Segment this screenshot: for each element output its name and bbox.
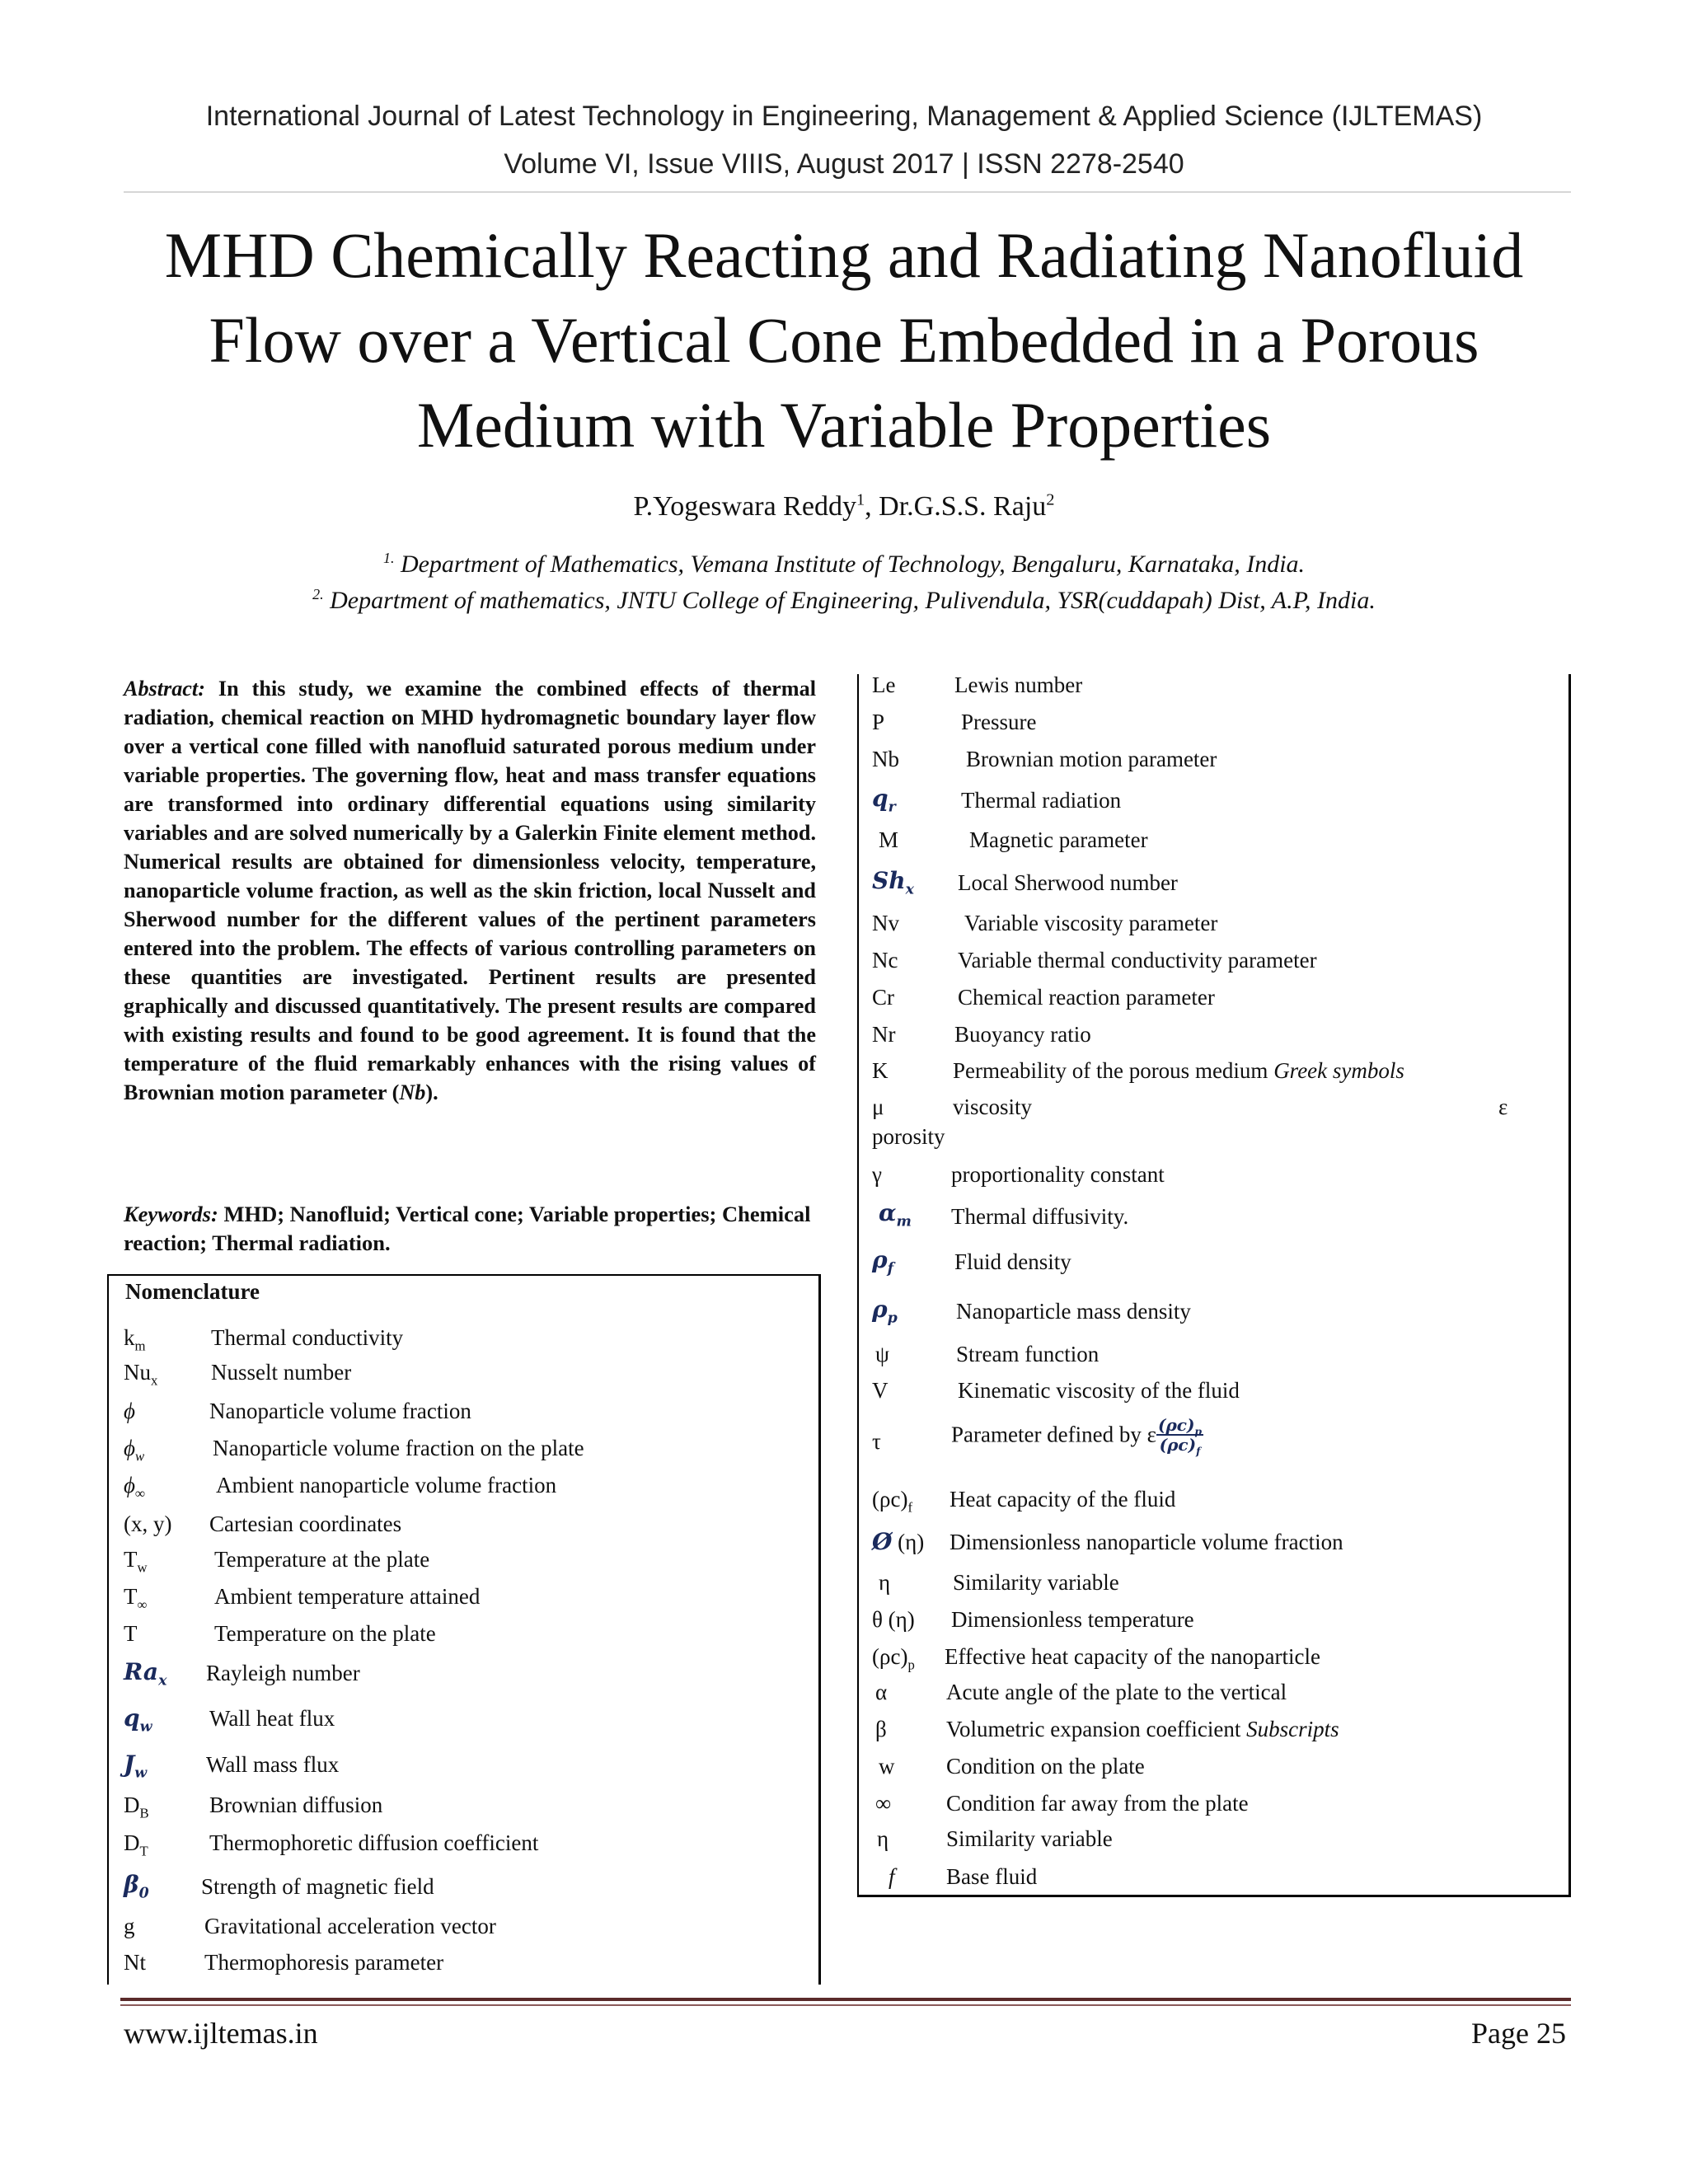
nom-left-desc: Cartesian coordinates [209,1511,402,1536]
nom-left-desc: Ambient temperature attained [214,1584,481,1609]
nom-right-desc: Variable viscosity parameter [964,911,1218,935]
nom-left-desc: Rayleigh number [206,1661,360,1685]
nom-left-desc: Nusselt number [211,1360,352,1385]
nom-left-desc: Nanoparticle volume fraction on the plate [213,1436,584,1460]
abstract-text: In this study, we examine the combined effects of thermal radiation, chemical reaction on MHD hydromagnetic boundary layer flow over a vertical cone filled with nanofluid saturated porous medium under variable properties. The governing flow, heat and mass transfer equations are transformed into ordinary differential equations using similarity variables and are solved numerically by a Galerkin Finite element method. Numerical results are obtained for dimensionless velocity, temperature, nanoparticle volume fraction, as well as the skin friction, local Nusselt and Sherwood number for the different values of the pertinent parameters entered into the problem. The effects of various controlling parameters on these quantities are investigated. Pertinent results are presented graphically and discussed quantitatively. The present results are compared with existing results and found to be good agreement. It is found that the temperature of the fluid remarkably enhances with the rising values of Brownian motion parameter ( [124,677,816,1104]
nom-left-desc: Nanoparticle volume fraction [209,1399,471,1423]
nom-right-desc: Thermal diffusivity. [951,1204,1129,1229]
nom-right-symbol: Le [872,673,896,697]
nom-right-symbol: $\alpha_m$ [879,1199,912,1230]
affiliation-1-text: Department of Mathematics, Vemana Institute of Technology, Bengaluru, Karnataka, India. [394,551,1306,578]
abstract-end: ). [425,1080,438,1104]
nom-right-symbol: $q_r$ [872,785,896,816]
nom-right-desc: Thermal radiation [961,788,1122,813]
nom-right-desc: Magnetic parameter [969,827,1148,852]
abstract-nb: Nb [399,1080,426,1104]
affiliation-1-mark: 1. [382,550,395,566]
nom-right-desc: Lewis number [954,673,1083,697]
nom-right-desc: Stream function [956,1342,1100,1366]
nom-left-desc: Thermal conductivity [211,1325,404,1350]
nom-left-desc: Wall heat flux [209,1706,335,1731]
nom-right-symbol: $\rho_p$ [872,1296,898,1327]
nom-left-symbol: ϕ [124,1399,135,1423]
nom-right-symbol: Nc [872,948,898,972]
nom-right-symbol: ∞ [875,1791,892,1816]
nomenclature-title: Nomenclature [125,1279,260,1304]
nom-right-symbol: $\rho_f$ [872,1246,894,1277]
nom-left-desc: Strength of magnetic field [201,1874,434,1899]
abstract-label: Abstract: [124,677,205,701]
nom-left-symbol: $\phi_w$ [124,1436,145,1465]
nom-left-desc: Gravitational acceleration vector [204,1914,496,1938]
nom-right-desc: Acute angle of the plate to the vertical [946,1680,1287,1704]
nom-left-desc: Thermophoresis parameter [204,1950,444,1975]
nom-right-desc: Dimensionless temperature [951,1607,1194,1632]
nom-right-symbol: $(\rho c)_f$ [872,1487,913,1516]
nom-left-symbol: $D_T$ [124,1830,148,1859]
author-2: Dr.G.S.S. Raju [879,491,1047,522]
author-1: P.Yogeswara Reddy [633,491,856,522]
nom-right-desc: Brownian motion parameter [966,747,1217,771]
journal-issue: Volume VI, Issue VIIIS, August 2017 | ISSN 2278-2540 [504,148,1184,180]
keywords-text: MHD; Nanofluid; Vertical cone; Variable properties; Chemical reaction; Thermal radiation. [124,1202,811,1255]
nom-right-symbol: γ [872,1162,882,1187]
nom-left-symbol: $\beta_0$ [124,1871,149,1902]
nom-right-desc: Buoyancy ratio [954,1022,1091,1047]
nom-right-desc: Similarity variable [946,1826,1113,1851]
affiliation-2-text: Department of mathematics, JNTU College of Engineering, Pulivendula, YSR(cuddapah) Dist, A.P, India. [323,587,1376,614]
nom-left-symbol: $T_\infty$ [124,1584,148,1613]
nom-right-desc: Permeability of the porous medium Greek symbols [953,1058,1404,1083]
nom-right-desc: Dimensionless nanoparticle volume fraction [950,1530,1343,1554]
journal-name: International Journal of Latest Technology in Engineering, Management & Applied Science (IJLTEMAS) [205,101,1483,132]
footer-divider-thin [120,2004,1571,2006]
affiliation-2 [0,587,1688,615]
nom-right-symbol: porosity [872,1124,945,1149]
nom-left-symbol: Nt [124,1950,146,1975]
nom-left-desc: Temperature at the plate [214,1547,430,1572]
abstract [124,674,816,1107]
keywords-label: Keywords: [124,1202,218,1226]
nom-right-symbol: $(\rho c)_p$ [872,1644,915,1673]
nom-right-desc: viscosity [953,1094,1033,1119]
nom-left-symbol: $D_B$ [124,1793,149,1821]
nom-left-symbol: $q_w$ [124,1704,152,1736]
header-divider [124,191,1571,193]
author-2-mark: 2 [1046,490,1055,509]
nom-right-symbol: $Sh_x$ [872,867,914,898]
nom-right-desc: Condition on the plate [946,1754,1145,1779]
nom-right-desc: Fluid density [954,1249,1071,1274]
tau-fraction: $\frac{(\rho c)_p}{(\rho c)_f}$ [1158,1415,1203,1457]
nom-left-symbol: g [124,1914,135,1938]
nom-left-symbol: $Nu_x$ [124,1360,158,1389]
nom-left-desc: Ambient nanoparticle volume fraction [216,1473,557,1497]
nom-right-desc: Volumetric expansion coefficient Subscripts [946,1717,1339,1741]
nom-left-symbol: $T_w$ [124,1547,148,1576]
nom-left-symbol: $k_m$ [124,1325,146,1354]
title-line-3: Medium with Variable Properties [416,389,1272,461]
page-number: Page 25 [1471,2017,1566,2050]
nom-right-symbol: θ (η) [872,1607,915,1632]
nom-right-symbol: w [879,1754,895,1779]
nom-left-symbol: T [124,1621,138,1646]
affiliation-1 [0,551,1688,579]
nom-right-symbol: M [879,827,899,852]
nom-right-desc: Effective heat capacity of the nanoparticle [945,1644,1321,1669]
nom-right-desc: proportionality constant [951,1162,1165,1187]
affiliation-2-mark: 2. [312,586,324,602]
nom-left-symbol: $J_w$ [124,1750,148,1782]
nom-left-symbol: $Ra_x$ [124,1658,167,1690]
nom-right-symbol: Cr [872,985,894,1010]
nom-right-desc: Base fluid [946,1864,1038,1889]
nom-right-symbol: V [872,1378,889,1403]
nom-right-symbol: Nb [872,747,899,771]
nom-right-symbol: α [875,1680,888,1704]
nom-right-desc: Parameter defined by ε $\frac{(\rho c)_p}{(\rho c)_f}$ [951,1415,1203,1457]
nom-right-symbol: P [872,710,885,734]
journal-header [0,92,1688,188]
nom-right-symbol: K [872,1058,889,1083]
greek-symbols-heading: Greek symbols [1273,1058,1404,1083]
footer-divider [120,1998,1571,2001]
nomenclature-continuation-box [857,674,1571,1897]
paper-title [82,213,1606,467]
nom-right-desc: Heat capacity of the fluid [950,1487,1176,1511]
nom-right-symbol: μ [872,1094,884,1119]
nom-left-symbol: (x, y) [124,1511,172,1536]
keywords [124,1200,816,1258]
nom-left-symbol: $\phi_\infty$ [124,1473,145,1502]
nom-right-desc: Local Sherwood number [958,870,1178,895]
nom-right-desc: Pressure [961,710,1037,734]
nom-left-desc: Thermophoretic diffusion coefficient [209,1830,539,1855]
nom-right-epsilon: ε [1498,1094,1508,1119]
nom-right-symbol: Ø (η) [872,1528,925,1555]
nom-right-desc: Similarity variable [953,1570,1119,1595]
authors [0,491,1688,523]
nom-right-symbol: β [875,1717,887,1741]
footer-website: www.ijltemas.in [124,2017,318,2050]
nom-right-desc: Nanoparticle mass density [956,1299,1191,1324]
nom-right-desc: Condition far away from the plate [946,1791,1249,1816]
nom-right-desc: Variable thermal conductivity parameter [958,948,1317,972]
title-line-2: Flow over a Vertical Cone Embedded in a Porous [209,304,1479,376]
nom-right-symbol: η [877,1826,889,1851]
title-line-1: MHD Chemically Reacting and Radiating Nanofluid [164,219,1524,291]
nom-right-symbol: Nv [872,911,899,935]
author-separator: , [865,491,879,522]
nom-right-desc: Chemical reaction parameter [958,985,1215,1010]
subscripts-heading: Subscripts [1246,1717,1339,1741]
nom-right-symbol: η [879,1570,891,1595]
nom-right-symbol: Nr [872,1022,896,1047]
nom-left-desc: Brownian diffusion [209,1793,383,1817]
author-1-mark: 1 [856,490,865,509]
nom-left-desc: Wall mass flux [206,1752,340,1777]
nom-right-symbol: f [889,1864,895,1889]
nom-right-symbol: τ [872,1429,881,1454]
nom-right-symbol: ψ [875,1342,889,1366]
nom-right-desc: Kinematic viscosity of the fluid [958,1378,1240,1403]
nom-left-desc: Temperature on the plate [214,1621,436,1646]
